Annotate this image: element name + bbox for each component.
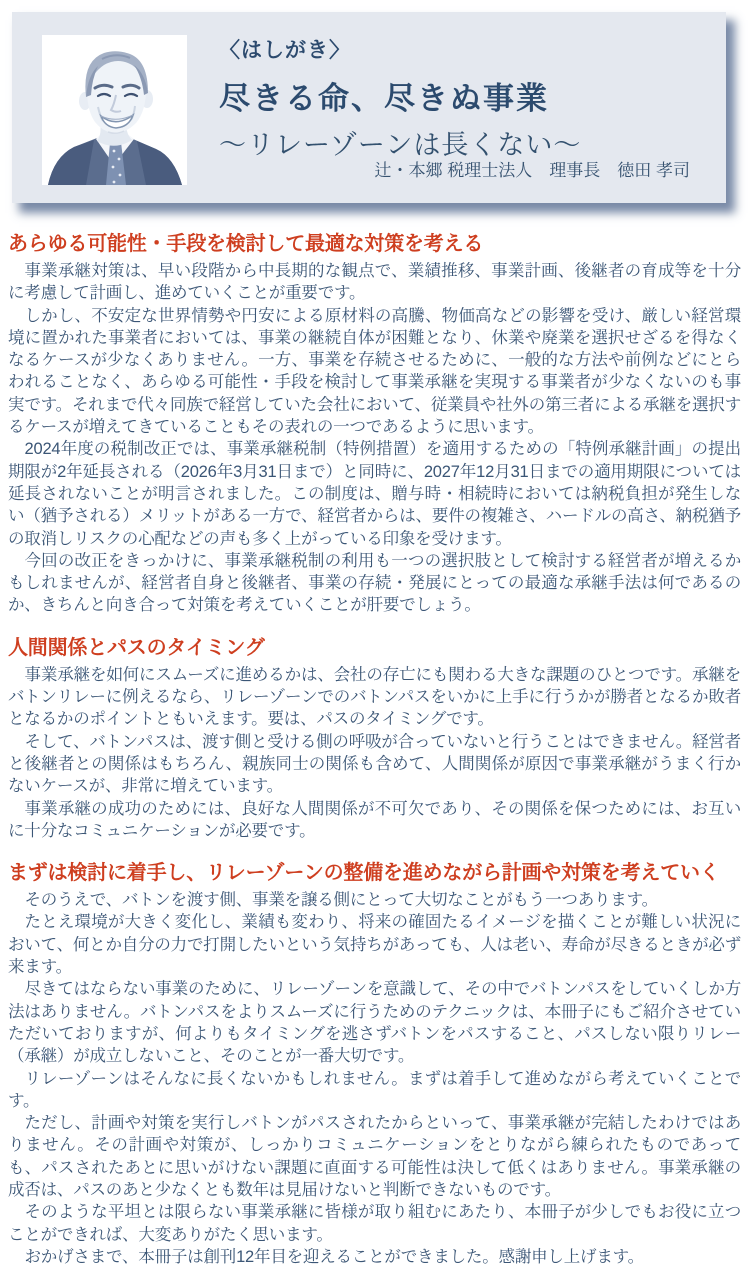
author-portrait-image (42, 35, 187, 185)
document-body (8, 227, 741, 1268)
section-heading: 人間関係とパスのタイミング (8, 636, 265, 659)
paragraph: おかげさまで、本冊子は創刊12年目を迎えることができました。感謝申し上げます。 (24, 1247, 644, 1266)
page-title: 尽きる命、尽きぬ事業 (219, 81, 549, 116)
paragraph: 尽きてはならない事業のために、リレーゾーンを意識して、その中でバトンパスをしていくしか方法はありません。バトンパスをよりスムーズに行うためのテクニックは、本冊子にもご紹介させていただいておりますが、何よりもタイミングを逃さずバトンをパスすること、パスしない限りリレー（承継）が成立しないこと、そのことが一番大切です。 (8, 980, 741, 1066)
paragraph: 事業承継対策は、早い段階から中長期的な観点で、業績推移、事業計画、後継者の育成等を十分に考慮して計画し、進めていくことが重要です。 (8, 262, 741, 303)
header-titles (219, 34, 581, 162)
section-considering-options (8, 227, 741, 617)
paragraph: そのうえで、バトンを渡す側、事業を譲る側にとって大切なことがもう一つあります。 (24, 891, 658, 910)
paragraph: 今回の改正をきっかけに、事業承継税制の利用も一つの選択肢として検討する経営者が増えるかもしれませんが、経営者自身と後継者、事業の存続・発展にとっての最適な承継手法は何であるのか、きちんと向き合って対策を考えていくことが肝要でしょう。 (8, 551, 741, 615)
paragraph: たとえ環境が大きく変化し、業績も変わり、将来の確固たるイメージを描くことが難しい状況において、何とか自分の力で打開したいという気持ちがあっても、人は老い、寿命が尽きるときが必ず来ます。 (8, 913, 742, 977)
paragraph: しかし、不安定な世界情勢や円安による原材料の高騰、物価高などの影響を受け、厳しい経営環境に置かれた事業者においては、事業の継続自体が困難となり、休業や廃業を選択せざるを得なくなるケースが少なくありません。一方、事業を存続させるために、一般的な方法や前例などにとらわれることなく、あらゆる可能性・手段を検討して事業承継を実現する事業者が少なくないのも事実です。それまで代々同族で経営していた会社において、従業員や社外の第三者による承継を選択するケースが増えてきていることもその表れの一つであるように思います。 (8, 306, 741, 437)
section-heading: あらゆる可能性・手段を検討して最適な対策を考える (8, 233, 484, 255)
author-photo (42, 35, 187, 185)
paragraph: そのような平坦とは限らない事業承継に皆様が取り組むにあたり、本冊子が少しでもお役に立つことができれば、大変ありがたく思います。 (8, 1203, 741, 1244)
paragraph: ただし、計画や対策を実行しバトンがパスされたからといって、事業承継が完結したわけではありません。その計画や対策が、しっかりコミュニケーションをとりながら練られたものであっても、パスされたあとに思いがけない課題に直面する可能性は決して低くはありません。事業承継の成否は、パスのあと少なくとも数年は見届けないと判断できないものです。 (8, 1114, 741, 1199)
header-banner (12, 12, 726, 203)
section-start-examination (8, 856, 741, 1268)
paragraph: 事業承継の成功のためには、良好な人間関係が不可欠であり、その関係を保つためには、お互いに十分なコミュニケーションが必要です。 (8, 799, 741, 840)
paragraph: 2024年度の税制改正では、事業承継税制（特例措置）を適用するための「特例承継計画」の提出期限が2年延長される（2026年3月31日まで）と同時に、2027年12月31日までの適用期限については延長されないことが明言されました。この制度は、贈与時・相続時においては納税負担が発生しない（猶予される）メリットがある一方で、経営者からは、要件の複雑さ、ハードルの高さ、納税猶予の取消しリスクの心配などの声も多く上がっている印象を受けます。 (8, 440, 741, 548)
paragraph: リレーゾーンはそんなに長くないかもしれません。まずは着手して進めながら考えていくことです。 (8, 1069, 741, 1110)
section-relationships-timing (8, 631, 741, 842)
preface-label: 〈はしがき〉 (219, 39, 351, 62)
paragraph: 事業承継を如何にスムーズに進めるかは、会社の存亡にも関わる大きな課題のひとつです。承継をバトンリレーに例えるなら、リレーゾーンでのバトンパスをいかに上手に行うかが勝者となるか敗者となるかのポイントともいえます。要は、パスのタイミングです。 (8, 665, 741, 729)
author-attribution: 辻・本郷 税理士法人 理事長 徳田 孝司 (374, 161, 690, 180)
section-heading: まずは検討に着手し、リレーゾーンの整備を進めながら計画や対策を考えていく (8, 862, 720, 885)
page-subtitle: 〜リレーゾーンは長くない〜 (219, 130, 582, 160)
paragraph: そして、バトンパスは、渡す側と受ける側の呼吸が合っていないと行うことはできません。経営者と後継者との関係はもちろん、親族同士の関係も含めて、人間関係が原因で事業承継がうまく行かないケースが、非常に増えています。 (8, 732, 741, 796)
